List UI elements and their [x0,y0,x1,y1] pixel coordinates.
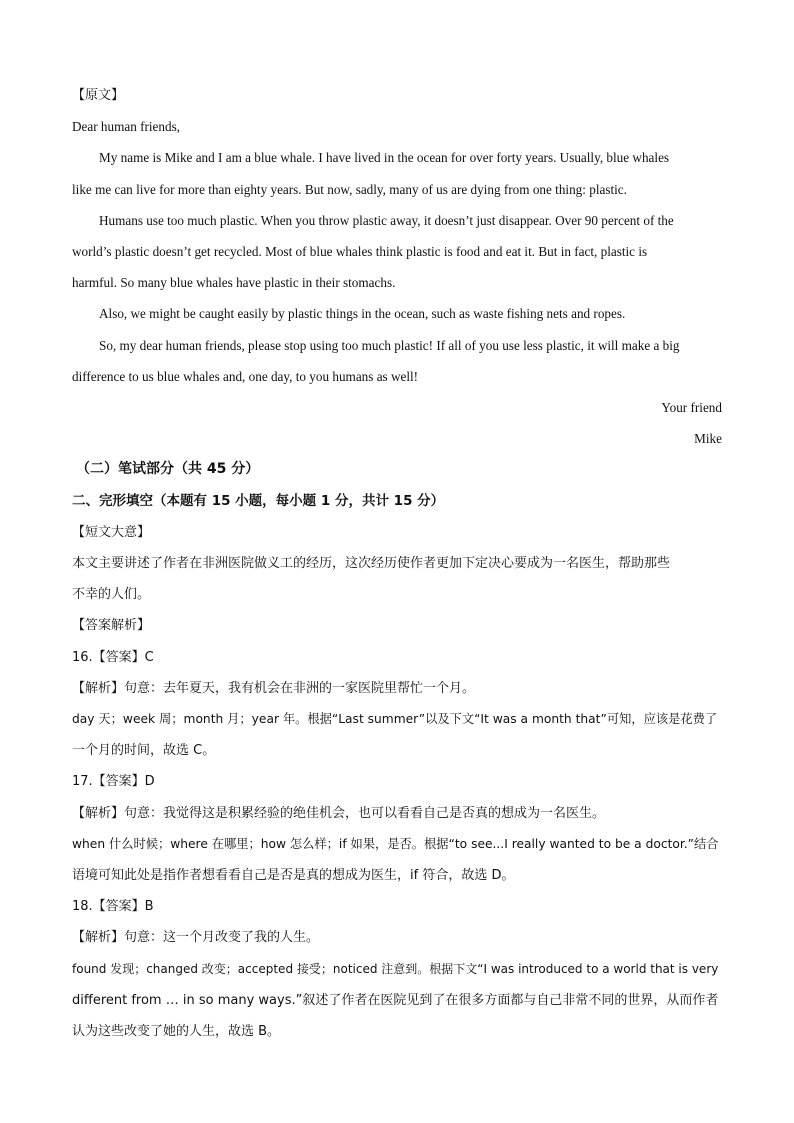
explanation-16: 【解析】句意：去年夏天，我有机会在非洲的一家医院里帮忙一个月。 [72,680,476,696]
letter-greeting: Dear human friends, [72,119,181,135]
written-part-title: （二）笔试部分（共 45 分） [76,461,260,478]
detail-17-line-2: 语境可知此处是指作者想看看自己是否是真的想成为医生，if 符合，故选 D。 [72,868,515,884]
detail-18-line-3: 认为这些改变了她的人生，故选 B。 [72,1024,281,1040]
summary-heading: 【短文大意】 [72,524,151,540]
answer-16: 16.【答案】C [72,649,154,665]
letter-closing: Your friend [661,400,722,416]
letter-signature: Mike [694,431,722,447]
letter-paragraph-4-line-1: So, my dear human friends, please stop using too much plastic! If all of you use less plastic, it will make a big [99,337,680,353]
cloze-section-title: 二、完形填空（本题有 15 小题，每小题 1 分，共计 15 分） [72,492,445,509]
detail-18-line-2: different from … in so many ways.”叙述了作者在医院见到了在很多方面都与自己非常不同的世界，从而作者 [72,992,719,1008]
detail-16-line-2: 一个月的时间，故选 C。 [72,743,216,759]
analysis-heading: 【答案解析】 [72,618,151,634]
section-label-yuanwen: 【原文】 [72,88,125,103]
detail-18-line-1: found 发现；changed 改变；accepted 接受；noticed 注意到。根据下文“I was introduced to a world that is very [72,961,719,976]
letter-paragraph-4-line-2: difference to us blue whales and, one day, to you humans as well! [72,368,419,384]
letter-paragraph-2-line-3: harmful. So many blue whales have plastic in their stomachs. [72,275,396,291]
letter-paragraph-1-line-2: like me can live for more than eighty years. But now, sadly, many of us are dying from one thing: plastic. [72,181,627,197]
summary-line-1: 本文主要讲述了作者在非洲医院做义工的经历，这次经历使作者更加下定决心要成为一名医生，帮助那些 [72,556,671,572]
answer-17: 17.【答案】D [72,774,155,790]
document-page [72,80,722,1047]
letter-paragraph-2-line-1: Humans use too much plastic. When you throw plastic away, it doesn’t just disappear. Over 90 percent of the [99,212,674,228]
explanation-18: 【解析】句意：这一个月改变了我的人生。 [72,930,320,946]
detail-16-line-1: day 天；week 周；month 月；year 年。根据“Last summer”以及下文“It was a month that”可知，应该是花费了 [72,712,718,727]
detail-17-line-1: when 什么时候；where 在哪里；how 怎么样；if 如果，是否。根据“to see...I really wanted to be a doctor.”结合 [72,836,719,851]
letter-paragraph-2-line-2: world’s plastic doesn’t get recycled. Most of blue whales think plastic is food and eat it. But in fact, plastic is [72,244,648,260]
answer-18: 18.【答案】B [72,899,154,915]
explanation-17: 【解析】句意：我觉得这是积累经验的绝佳机会，也可以看看自己是否真的想成为一名医生。 [72,805,606,821]
summary-line-2: 不幸的人们。 [72,587,151,603]
letter-paragraph-3: Also, we might be caught easily by plastic things in the ocean, such as waste fishing nets and ropes. [99,306,626,322]
letter-paragraph-1-line-1: My name is Mike and I am a blue whale. I have lived in the ocean for over forty years. Usually, blue whales [99,150,670,166]
